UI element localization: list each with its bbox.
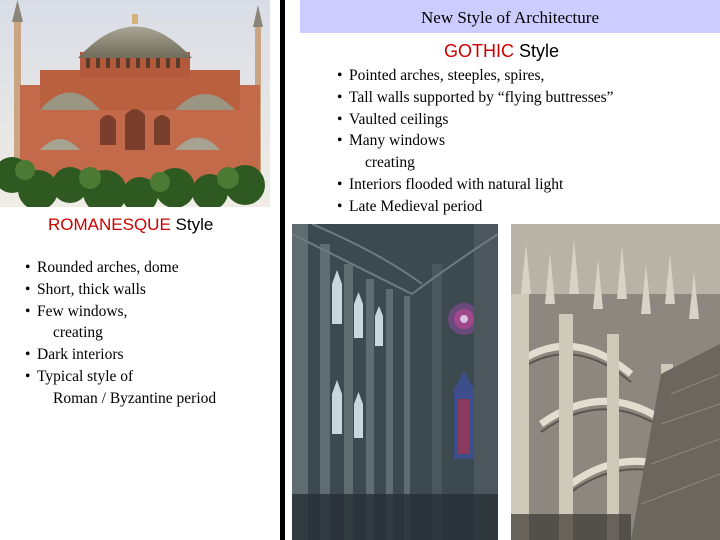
list-item: • Vaulted ceilings xyxy=(337,110,449,128)
hagia-sophia-photo xyxy=(0,0,270,207)
list-item: • Short, thick walls xyxy=(25,280,146,298)
list-item: • Pointed arches, steeples, spires, xyxy=(337,67,545,84)
list-item: • Dark interiors xyxy=(25,346,124,364)
romanesque-bullet-list xyxy=(25,257,216,410)
slide-title: New Style of Architecture xyxy=(300,0,720,33)
romanesque-accent-word: ROMANESQUE xyxy=(48,215,171,234)
list-item: • Many windows xyxy=(337,132,446,150)
list-item: • Tall walls supported by “flying buttresses” xyxy=(337,88,614,106)
list-item: • Interiors flooded with natural light xyxy=(337,175,564,193)
flying-buttresses-photo xyxy=(511,224,720,540)
column-divider xyxy=(280,0,285,540)
list-item-continuation: Roman / Byzantine period xyxy=(53,389,217,407)
gothic-interior-photo xyxy=(292,224,498,540)
list-item: • Rounded arches, dome xyxy=(25,259,179,276)
list-item: • Few windows, xyxy=(25,302,128,320)
romanesque-heading xyxy=(48,215,213,235)
gothic-accent-word: GOTHIC xyxy=(444,41,514,61)
list-item-continuation: creating xyxy=(53,324,103,342)
list-item-continuation: creating xyxy=(365,154,415,172)
romanesque-style-word: Style xyxy=(170,215,214,234)
list-item: • Late Medieval period xyxy=(337,197,483,215)
list-item: • Typical style of xyxy=(25,367,134,385)
gothic-style-word: Style xyxy=(514,41,560,61)
gothic-bullet-list xyxy=(337,65,614,218)
gothic-heading xyxy=(444,41,559,62)
